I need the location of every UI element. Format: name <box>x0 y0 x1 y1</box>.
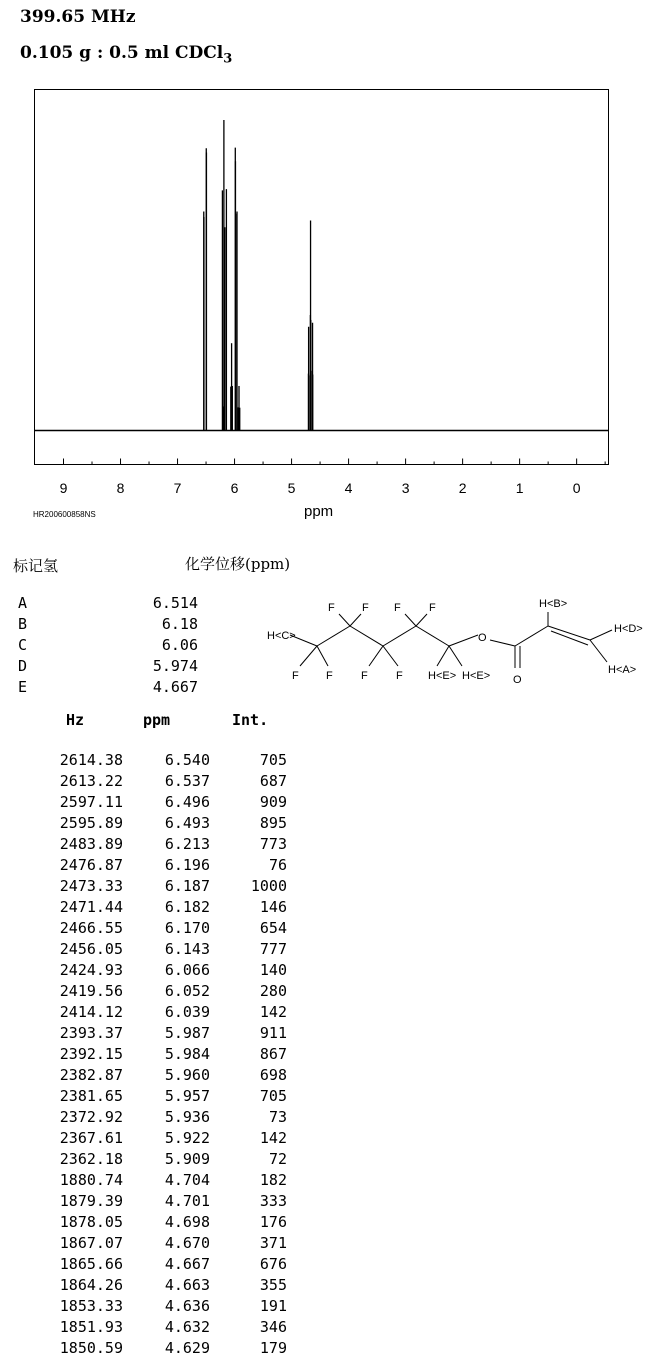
peak-hz: 2456.05 <box>59 940 123 958</box>
atom-F: F <box>396 670 403 682</box>
peak-table <box>0 750 300 1359</box>
x-axis-label: ppm <box>304 503 334 520</box>
atom-hC: H<C> <box>267 630 296 642</box>
peak-intensity: 698 <box>259 1066 287 1084</box>
peak-ppm: 4.667 <box>164 1255 210 1273</box>
peak-intensity: 867 <box>259 1045 287 1063</box>
assignment-row <box>18 677 198 698</box>
peak-hz: 1867.07 <box>59 1234 123 1252</box>
peak-ppm: 4.636 <box>164 1297 210 1315</box>
peak-table-row <box>0 1128 300 1149</box>
assignment-list <box>18 593 198 698</box>
assignment-label: B <box>18 615 28 633</box>
peak-intensity: 911 <box>259 1024 287 1042</box>
peak-ppm: 5.957 <box>164 1087 210 1105</box>
peak-ppm: 4.670 <box>164 1234 210 1252</box>
peak-table-row <box>0 1254 300 1275</box>
peak-intensity: 355 <box>259 1276 287 1294</box>
peak-table-row <box>0 1233 300 1254</box>
peak-table-row <box>0 1086 300 1107</box>
peak-hz: 2367.61 <box>59 1129 123 1147</box>
atom-hE: H<E> <box>462 670 491 682</box>
peak-table-row <box>0 939 300 960</box>
x-tick-label: 5 <box>287 480 296 496</box>
header-int: Int. <box>232 711 269 729</box>
peak-table-row <box>0 1317 300 1338</box>
peak-hz: 1864.26 <box>59 1276 123 1294</box>
peak-table-row <box>0 918 300 939</box>
peak-intensity: 146 <box>259 898 287 916</box>
peak-ppm: 5.987 <box>164 1024 210 1042</box>
peak-ppm: 6.066 <box>164 961 210 979</box>
atom-F: F <box>394 602 401 614</box>
x-tick-label: 7 <box>173 480 182 496</box>
peak-ppm: 6.143 <box>164 940 210 958</box>
peak-hz: 2419.56 <box>59 982 123 1000</box>
structure-bonds <box>290 612 612 668</box>
peak-table-row <box>0 897 300 918</box>
atom-F: F <box>328 602 335 614</box>
peak-intensity: 333 <box>259 1192 287 1210</box>
x-tick-label: 4 <box>344 480 353 496</box>
peak-table-row <box>0 876 300 897</box>
peak-ppm: 6.182 <box>164 898 210 916</box>
assignment-header-shift: 化学位移(ppm) <box>185 555 291 573</box>
peak-intensity: 142 <box>259 1129 287 1147</box>
peak-intensity: 654 <box>259 919 287 937</box>
peak-ppm: 6.187 <box>164 877 210 895</box>
peak-intensity: 1000 <box>250 877 287 895</box>
peak-intensity: 909 <box>259 793 287 811</box>
atom-O: O <box>513 674 522 686</box>
peak-hz: 2595.89 <box>59 814 123 832</box>
x-tick-label: 2 <box>458 480 467 496</box>
peak-hz: 2381.65 <box>59 1087 123 1105</box>
peak-intensity: 687 <box>259 772 287 790</box>
peak-hz: 1853.33 <box>59 1297 123 1315</box>
peaks-group <box>204 120 313 430</box>
peak-table-row <box>0 1044 300 1065</box>
peak-table-row <box>0 1065 300 1086</box>
assignment-value: 5.974 <box>152 657 198 675</box>
atom-F: F <box>326 670 333 682</box>
atom-F: F <box>292 670 299 682</box>
peak-ppm: 6.196 <box>164 856 210 874</box>
spectrum-code: HR200600858NS <box>33 510 96 519</box>
peak-intensity: 73 <box>268 1108 287 1126</box>
peak-intensity: 142 <box>259 1003 287 1021</box>
peak-table-row <box>0 771 300 792</box>
atom-O: O <box>478 632 487 644</box>
assignment-label: A <box>18 594 28 612</box>
peak-ppm: 5.936 <box>164 1108 210 1126</box>
peak-hz: 2392.15 <box>59 1045 123 1063</box>
peak-hz: 2382.87 <box>59 1066 123 1084</box>
sample-text: 0.105 g : 0.5 ml CDCl <box>20 43 224 63</box>
header-hz: Hz <box>66 711 85 729</box>
peak-table-row <box>0 855 300 876</box>
assignment-row <box>18 614 198 635</box>
peak-table-row <box>0 834 300 855</box>
assignment-header-label: 标记氢 <box>13 557 59 575</box>
peak-ppm: 5.909 <box>164 1150 210 1168</box>
peak-intensity: 346 <box>259 1318 287 1336</box>
peak-table-row <box>0 981 300 1002</box>
peak-intensity: 705 <box>259 1087 287 1105</box>
peak-ppm: 6.493 <box>164 814 210 832</box>
peak-intensity: 895 <box>259 814 287 832</box>
peak-hz: 1878.05 <box>59 1213 123 1231</box>
peak-intensity: 773 <box>259 835 287 853</box>
peak-hz: 2614.38 <box>59 751 123 769</box>
peak-ppm: 6.213 <box>164 835 210 853</box>
peak-table-row <box>0 1296 300 1317</box>
nmr-spectrum-chart <box>0 85 652 505</box>
peak-table-row <box>0 1170 300 1191</box>
peak-hz: 1880.74 <box>59 1171 123 1189</box>
peak-hz: 1850.59 <box>59 1339 123 1357</box>
peak-intensity: 777 <box>259 940 287 958</box>
peak-ppm: 6.537 <box>164 772 210 790</box>
assignment-value: 6.06 <box>161 636 198 654</box>
sample-concentration <box>20 43 232 66</box>
assignment-value: 6.514 <box>152 594 198 612</box>
assignment-value: 6.18 <box>161 615 198 633</box>
peak-hz: 2362.18 <box>59 1150 123 1168</box>
peak-ppm: 6.052 <box>164 982 210 1000</box>
sample-subscript: 3 <box>223 51 233 67</box>
atom-hD: H<D> <box>614 623 643 635</box>
peak-ppm: 4.701 <box>164 1192 210 1210</box>
peak-intensity: 76 <box>268 856 287 874</box>
atom-F: F <box>362 602 369 614</box>
assignment-row <box>18 635 198 656</box>
peak-intensity: 182 <box>259 1171 287 1189</box>
atom-hE: H<E> <box>428 670 457 682</box>
peak-hz: 1865.66 <box>59 1255 123 1273</box>
assignment-row <box>18 593 198 614</box>
peak-ppm: 4.632 <box>164 1318 210 1336</box>
assignment-label: E <box>18 678 28 696</box>
atom-hA: H<A> <box>608 664 637 676</box>
x-tick-label: 9 <box>59 480 68 496</box>
x-tick-label: 1 <box>515 480 524 496</box>
assignment-row <box>18 656 198 677</box>
x-tick-label: 6 <box>230 480 239 496</box>
assignment-label: D <box>18 657 28 675</box>
peak-table-row <box>0 792 300 813</box>
spectrometer-frequency: 399.65 MHz <box>20 7 136 27</box>
peak-hz: 2597.11 <box>59 793 123 811</box>
peak-table-row <box>0 1275 300 1296</box>
atom-F: F <box>429 602 436 614</box>
peak-ppm: 4.698 <box>164 1213 210 1231</box>
peak-table-row <box>0 1212 300 1233</box>
x-tick-label: 3 <box>401 480 410 496</box>
peak-table-row <box>0 813 300 834</box>
peak-table-row <box>0 1149 300 1170</box>
peak-table-row <box>0 1191 300 1212</box>
peak-ppm: 6.170 <box>164 919 210 937</box>
x-tick-label: 8 <box>116 480 125 496</box>
peak-ppm: 5.984 <box>164 1045 210 1063</box>
peak-intensity: 140 <box>259 961 287 979</box>
peak-intensity: 280 <box>259 982 287 1000</box>
peak-table-row <box>0 1338 300 1359</box>
peak-hz: 2473.33 <box>59 877 123 895</box>
atom-F: F <box>361 670 368 682</box>
peak-table-row <box>0 960 300 981</box>
peak-hz: 2393.37 <box>59 1024 123 1042</box>
peak-hz: 2372.92 <box>59 1108 123 1126</box>
assignment-value: 4.667 <box>152 678 198 696</box>
molecule-structure <box>262 590 647 700</box>
peak-hz: 1879.39 <box>59 1192 123 1210</box>
atom-hB: H<B> <box>539 598 568 610</box>
peak-hz: 2483.89 <box>59 835 123 853</box>
peak-hz: 2476.87 <box>59 856 123 874</box>
peak-hz: 1851.93 <box>59 1318 123 1336</box>
peak-intensity: 676 <box>259 1255 287 1273</box>
peak-intensity: 72 <box>268 1150 287 1168</box>
assignment-label: C <box>18 636 28 654</box>
peak-intensity: 179 <box>259 1339 287 1357</box>
peak-hz: 2613.22 <box>59 772 123 790</box>
peak-ppm: 5.960 <box>164 1066 210 1084</box>
peak-intensity: 705 <box>259 751 287 769</box>
peak-table-row <box>0 1002 300 1023</box>
peak-ppm: 5.922 <box>164 1129 210 1147</box>
peak-hz: 2466.55 <box>59 919 123 937</box>
peak-hz: 2414.12 <box>59 1003 123 1021</box>
peak-intensity: 191 <box>259 1297 287 1315</box>
peak-ppm: 4.629 <box>164 1339 210 1357</box>
peak-table-row <box>0 1107 300 1128</box>
peak-table-row <box>0 750 300 771</box>
plot-frame <box>35 90 609 465</box>
peak-intensity: 371 <box>259 1234 287 1252</box>
header-ppm: ppm <box>143 711 171 729</box>
peak-ppm: 4.663 <box>164 1276 210 1294</box>
peak-ppm: 6.496 <box>164 793 210 811</box>
peak-table-row <box>0 1023 300 1044</box>
peak-ppm: 6.039 <box>164 1003 210 1021</box>
peak-hz: 2424.93 <box>59 961 123 979</box>
peak-ppm: 4.704 <box>164 1171 210 1189</box>
peak-intensity: 176 <box>259 1213 287 1231</box>
peak-hz: 2471.44 <box>59 898 123 916</box>
x-tick-label: 0 <box>572 480 581 496</box>
peak-ppm: 6.540 <box>164 751 210 769</box>
peak-table-header <box>0 709 300 731</box>
